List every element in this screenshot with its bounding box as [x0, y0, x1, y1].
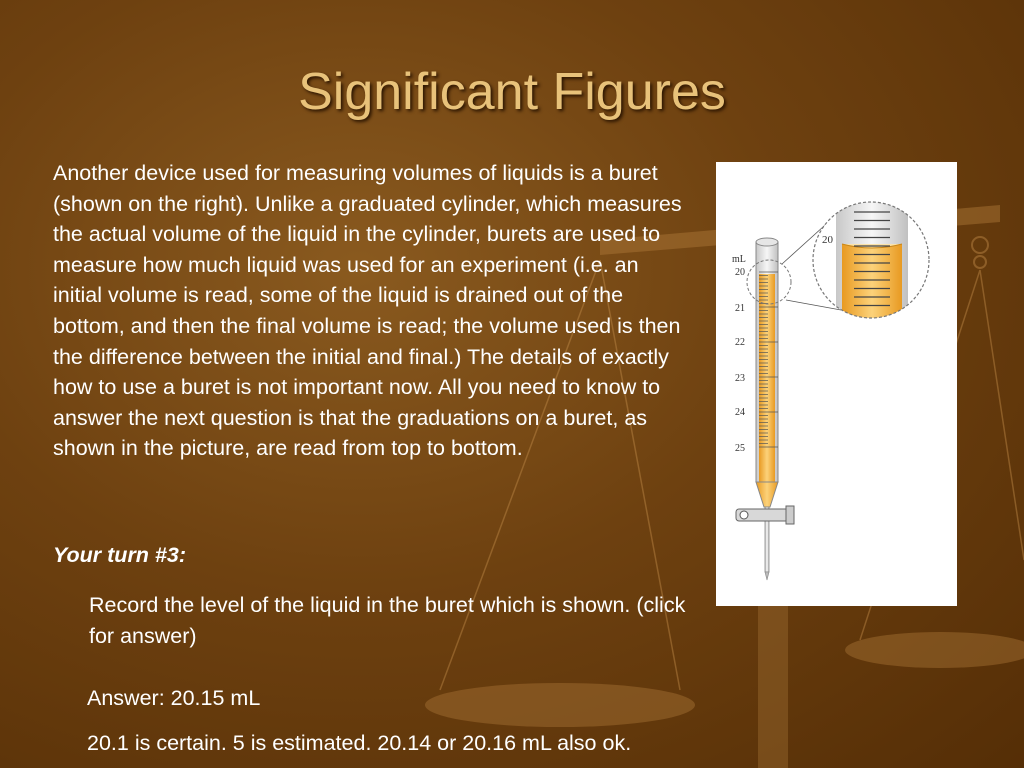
buret-figure — [716, 162, 957, 606]
scale-label-23: 23 — [735, 373, 745, 384]
zoom-label-20: 20 — [822, 234, 833, 246]
scale-label-20: 20 — [735, 267, 745, 278]
your-turn-heading: Your turn #3: — [53, 543, 186, 567]
scale-label-25: 25 — [735, 443, 745, 454]
scale-label-24: 24 — [735, 407, 745, 418]
answer-text: Answer: 20.15 mL — [87, 686, 261, 710]
scale-label-21: 21 — [735, 303, 745, 314]
buret-illustration — [716, 162, 957, 606]
instruction-text[interactable]: Record the level of the liquid in the buret which is shown. (click for answer) — [89, 593, 686, 648]
zoom-inset — [813, 196, 929, 326]
answer-note: 20.1 is certain. 5 is estimated. 20.14 or 20.16 mL also ok. — [87, 731, 632, 755]
slide-title: Significant Figures — [298, 63, 726, 121]
body-paragraph: Another device used for measuring volumes of liquids is a buret (shown on the right). Unlike a graduated cylinder, which measures the actual volume of the liquid in the cylinder, burets are used to measure how much liquid was used for an experiment (i.e. an initial volume is read, some of the liquid is drained out of the bottom, and then the final volume is read; the volume used is then the difference between the initial and final.) The details of exactly how to use a buret is not important now. All you need to know to answer the next question is that the graduations on a buret, as shown in the picture, are read from top to bottom. — [53, 161, 682, 461]
unit-label: mL — [732, 254, 746, 265]
scale-label-22: 22 — [735, 337, 745, 348]
